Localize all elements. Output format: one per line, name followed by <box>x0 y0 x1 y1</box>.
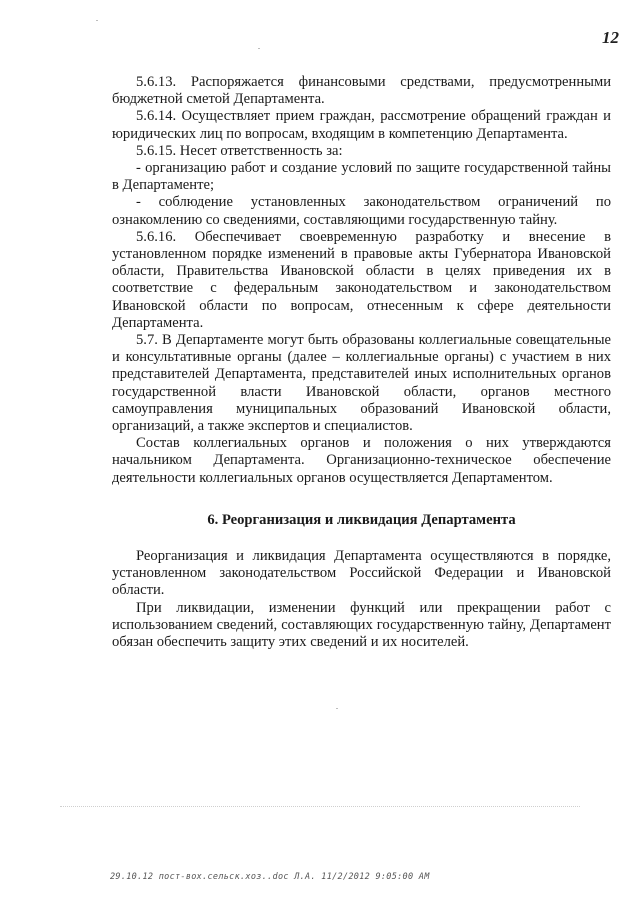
paragraph-reorganization: Реорганизация и ликвидация Департамента осуществляются в порядке, установленном законодательством Российской Федерации и Ивановской области. <box>112 548 611 599</box>
scan-speck <box>258 48 260 49</box>
document-body <box>112 74 611 487</box>
paragraph-collegial-bodies: Состав коллегиальных органов и положения о них утверждаются начальником Департамента. Организационно-техническое обеспечение деятельности коллегиальных органов осуществляется Департаментом. <box>112 435 611 486</box>
footer-file-info: 29.10.12 пост-вох.сельск.хоз..doc Л.А. 11/2/2012 9:05:00 AM <box>110 872 430 882</box>
scan-speck <box>96 20 98 21</box>
scan-speck <box>336 708 338 709</box>
paragraph-liquidation: При ликвидации, изменении функций или прекращении работ с использованием сведений, составляющих государственную тайну, Департамент обязан обеспечить защиту этих сведений и их носителей. <box>112 599 611 651</box>
page-number: 12 <box>602 28 619 47</box>
paragraph-5-6-16: 5.6.16. Обеспечивает своевременную разработку и внесение в установленном порядке изменений в правовые акты Губернатора Ивановской области, Правительства Ивановской области в целях приведения их в соответствие с федеральным законодательством и законодательством Ивановской области по вопросам, отнесенным к сфере деятельности Департамента. <box>112 228 611 331</box>
paragraph-5-7: 5.7. В Департаменте могут быть образованы коллегиальные совещательные и консультативные органы (далее – коллегиальные органы) с участием в них представителей Департамента, представителей иных исполнительных органов государственной власти Ивановской области, органов местного самоуправления муниципальных образований Ивановской области, организаций, а также экспертов и специалистов. <box>112 332 611 435</box>
paragraph-5-6-13: 5.6.13. Распоряжается финансовыми средствами, предусмотренными бюджетной сметой Департамента. <box>112 74 611 108</box>
section-6-body <box>112 548 611 651</box>
paragraph-5-6-14: 5.6.14. Осуществляет прием граждан, рассмотрение обращений граждан и юридических лиц по вопросам, входящим в компетенцию Департамента. <box>112 108 611 142</box>
scan-artifact-line <box>60 806 580 807</box>
list-item-access-restrictions: - соблюдение установленных законодательством ограничений по ознакомлению со сведениями, составляющими государственную тайну. <box>112 194 611 228</box>
section-6-heading: 6. Реорганизация и ликвидация Департамента <box>207 512 516 528</box>
list-item-secrecy-protection: - организацию работ и создание условий по защите государственной тайны в Департаменте; <box>112 160 611 194</box>
paragraph-5-6-15: 5.6.15. Несет ответственность за: <box>136 142 343 159</box>
